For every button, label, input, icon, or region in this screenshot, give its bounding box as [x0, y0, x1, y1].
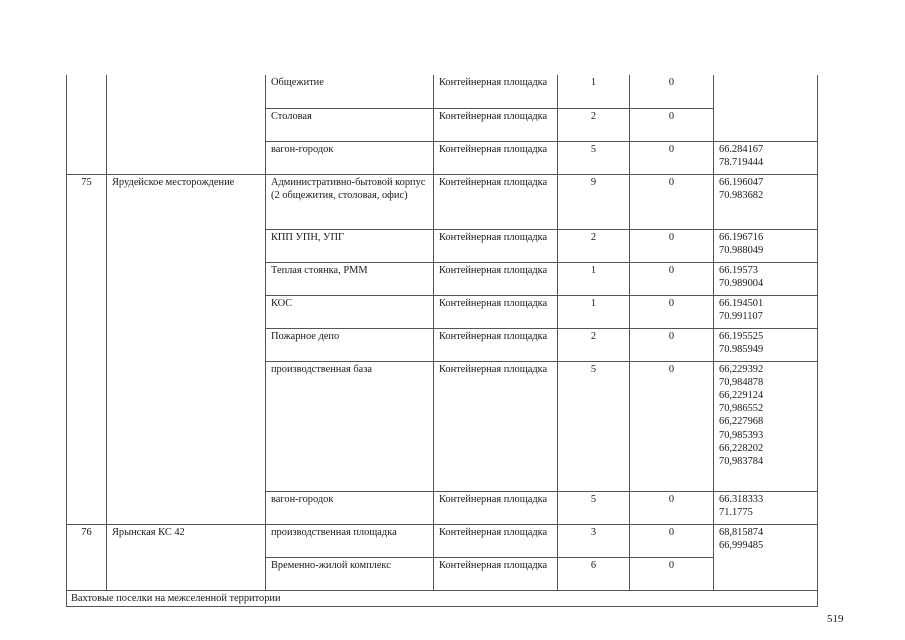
container-count-cell: 5	[558, 491, 630, 524]
register-table	[66, 75, 818, 607]
page-number: 519	[827, 613, 844, 625]
object-name-cell: Административно-бытовой корпус (2 общежития, столовая, офис)	[266, 174, 434, 229]
site-type-cell: Контейнерная площадка	[434, 524, 558, 557]
object-name-cell: Пожарное депо	[266, 328, 434, 361]
container-count-cell: 2	[558, 229, 630, 262]
settlement-cell: Ярынская КС 42	[107, 524, 266, 590]
coordinate-value: 66,227968	[719, 416, 764, 428]
coordinate-value: 78.719444	[719, 156, 764, 168]
coordinates-cell	[714, 524, 818, 590]
coordinates-cell	[714, 295, 818, 328]
table-row	[67, 75, 818, 108]
number-cell	[67, 75, 107, 174]
coordinate-value: 66.196047	[719, 176, 764, 188]
settlement-cell	[107, 75, 266, 174]
coordinate-value: 70,986552	[719, 403, 764, 415]
site-type-cell: Контейнерная площадка	[434, 361, 558, 491]
object-name-cell: производственная площадка	[266, 524, 434, 557]
coordinate-value: 70.985949	[719, 343, 764, 355]
coordinate-value: 66.19573	[719, 264, 758, 276]
site-type-cell: Контейнерная площадка	[434, 557, 558, 590]
coordinate-value: 66.284167	[719, 143, 764, 155]
zero-value-cell: 0	[630, 557, 714, 590]
site-type-cell: Контейнерная площадка	[434, 75, 558, 108]
coordinate-value: 70,985393	[719, 429, 764, 441]
site-type-cell: Контейнерная площадка	[434, 174, 558, 229]
zero-value-cell: 0	[630, 174, 714, 229]
container-count-cell: 3	[558, 524, 630, 557]
object-name-cell: вагон-городок	[266, 141, 434, 174]
zero-value-cell: 0	[630, 361, 714, 491]
zero-value-cell: 0	[630, 295, 714, 328]
site-type-cell: Контейнерная площадка	[434, 295, 558, 328]
zero-value-cell: 0	[630, 229, 714, 262]
container-count-cell: 5	[558, 141, 630, 174]
zero-value-cell: 0	[630, 262, 714, 295]
zero-value-cell: 0	[630, 141, 714, 174]
register-table-body	[67, 75, 818, 606]
object-name-cell: вагон-городок	[266, 491, 434, 524]
site-type-cell: Контейнерная площадка	[434, 328, 558, 361]
site-type-cell: Контейнерная площадка	[434, 141, 558, 174]
coordinates-cell	[714, 174, 818, 229]
coordinate-value: 66,228202	[719, 442, 764, 454]
object-name-cell: КПП УПН, УПГ	[266, 229, 434, 262]
coordinate-value: 66.194501	[719, 297, 764, 309]
site-type-cell: Контейнерная площадка	[434, 262, 558, 295]
coordinate-value: 70.983682	[719, 189, 764, 201]
container-count-cell: 5	[558, 361, 630, 491]
coordinates-cell	[714, 328, 818, 361]
coordinates-cell	[714, 229, 818, 262]
object-name-cell: Временно-жилой комплекс	[266, 557, 434, 590]
site-type-cell: Контейнерная площадка	[434, 491, 558, 524]
section-footer-row	[67, 590, 818, 606]
table-row	[67, 524, 818, 557]
section-footer-text: Вахтовые поселки на межселенной территории	[67, 590, 818, 606]
zero-value-cell: 0	[630, 524, 714, 557]
number-cell: 76	[67, 524, 107, 590]
zero-value-cell: 0	[630, 108, 714, 141]
container-count-cell: 1	[558, 295, 630, 328]
container-count-cell: 2	[558, 328, 630, 361]
zero-value-cell: 0	[630, 491, 714, 524]
object-name-cell: Столовая	[266, 108, 434, 141]
container-count-cell: 2	[558, 108, 630, 141]
coordinate-value: 68,815874	[719, 526, 764, 538]
coordinate-value: 70.991107	[719, 310, 763, 322]
coordinate-value: 70,984878	[719, 376, 764, 388]
container-count-cell: 9	[558, 174, 630, 229]
coordinates-cell	[714, 141, 818, 174]
coordinates-cell	[714, 361, 818, 491]
coordinate-value: 70.989004	[719, 277, 764, 289]
coordinate-value: 66,999485	[719, 539, 764, 551]
container-count-cell: 1	[558, 75, 630, 108]
site-type-cell: Контейнерная площадка	[434, 229, 558, 262]
coordinate-value: 70,983784	[719, 455, 764, 467]
object-name-cell: КОС	[266, 295, 434, 328]
coordinate-value: 66.195525	[719, 330, 764, 342]
container-count-cell: 6	[558, 557, 630, 590]
coordinates-cell	[714, 491, 818, 524]
site-type-cell: Контейнерная площадка	[434, 108, 558, 141]
coordinate-value: 66.196716	[719, 231, 764, 243]
zero-value-cell: 0	[630, 75, 714, 108]
table-row	[67, 174, 818, 229]
number-cell: 75	[67, 174, 107, 524]
zero-value-cell: 0	[630, 328, 714, 361]
settlement-cell: Ярудейское месторождение	[107, 174, 266, 524]
coordinates-cell	[714, 75, 818, 141]
coordinate-value: 71.1775	[719, 506, 753, 518]
object-name-cell: производственная база	[266, 361, 434, 491]
coordinate-value: 66.318333	[719, 493, 764, 505]
coordinates-cell	[714, 262, 818, 295]
container-count-cell: 1	[558, 262, 630, 295]
object-name-cell: Теплая стоянка, РММ	[266, 262, 434, 295]
coordinate-value: 66,229124	[719, 389, 764, 401]
object-name-cell: Общежитие	[266, 75, 434, 108]
coordinate-value: 70.988049	[719, 244, 764, 256]
coordinate-value: 66,229392	[719, 363, 764, 375]
